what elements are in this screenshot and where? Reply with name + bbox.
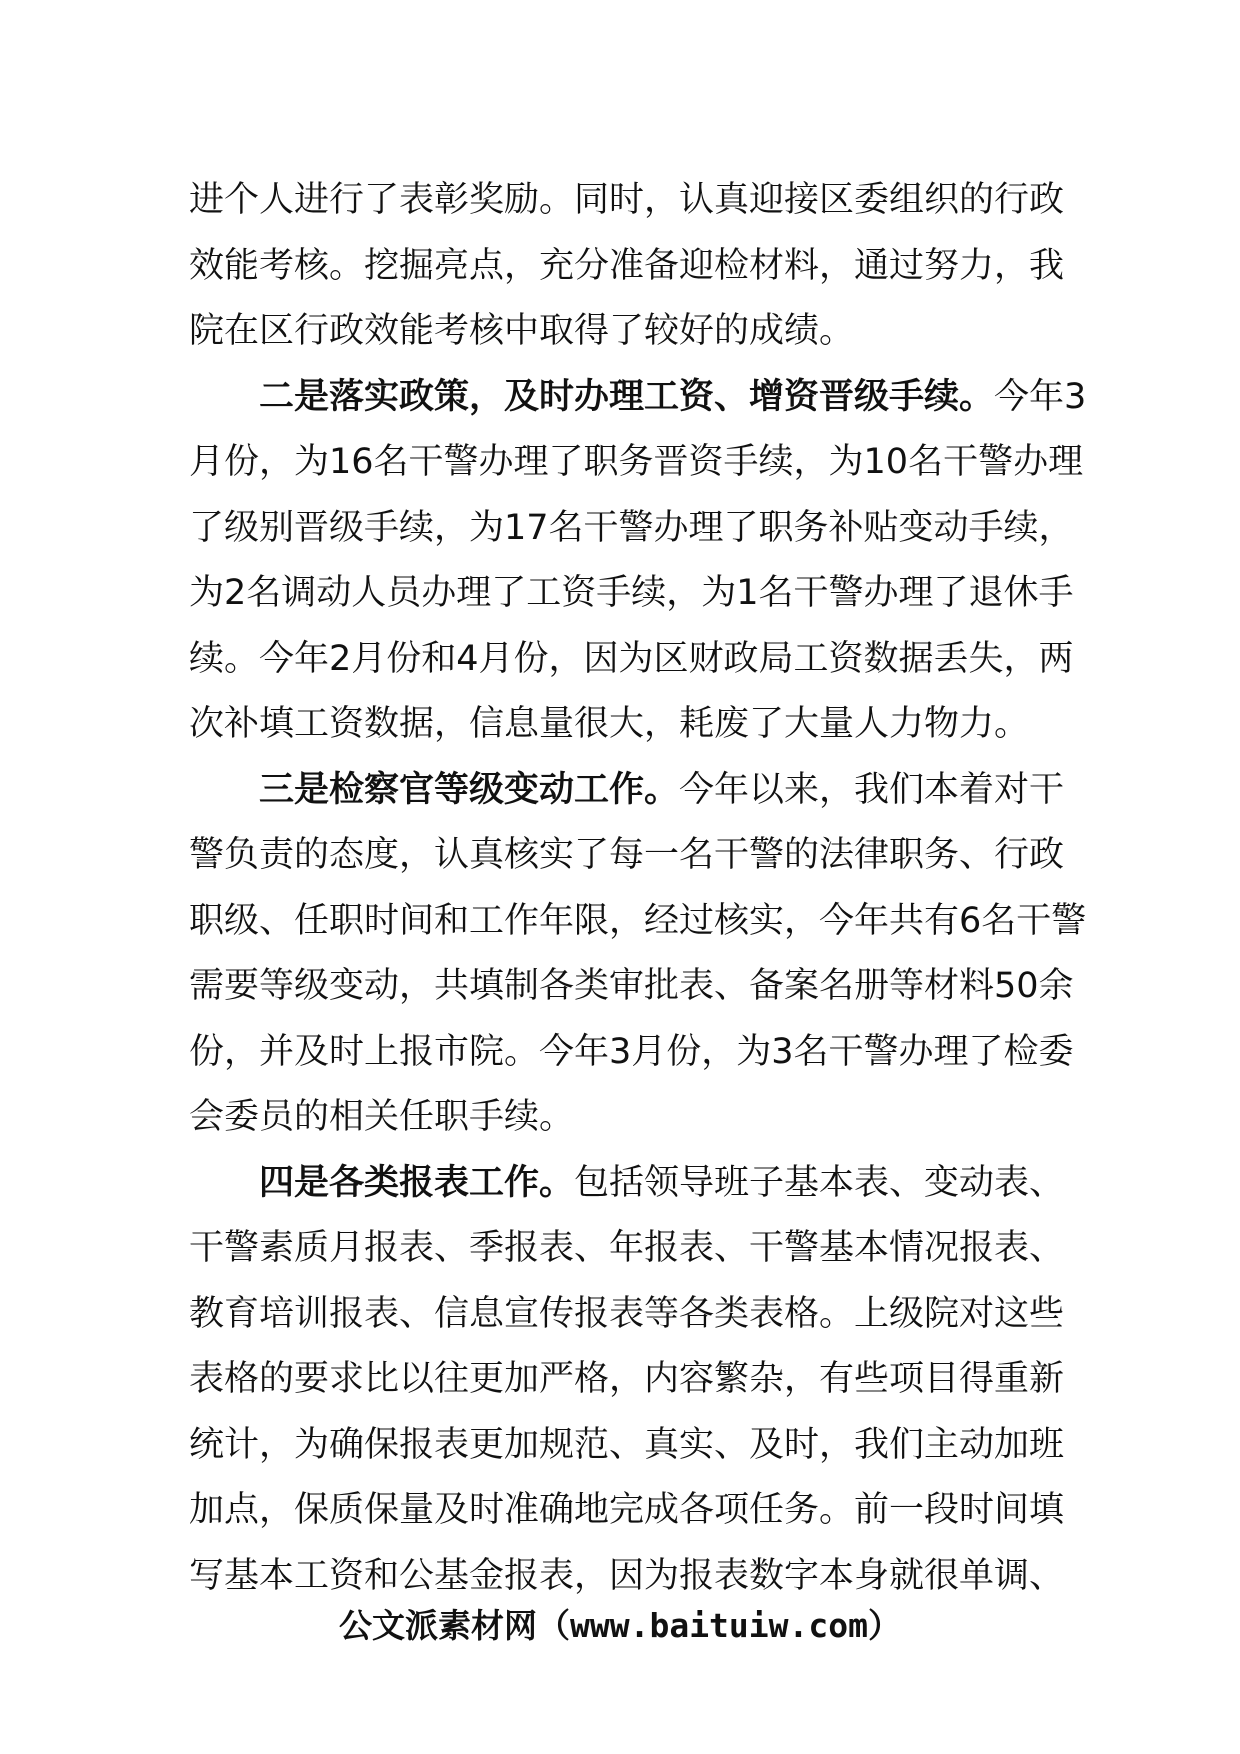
- paragraph-text: 今年3: [994, 376, 1087, 417]
- text-line: 院在区行政效能考核中取得了较好的成绩。: [189, 311, 855, 351]
- footer-site-name: 公文派素材网: [338, 1606, 537, 1645]
- footer-url: （www.baituiw.com）: [536, 1606, 901, 1645]
- text-line: 份，并及时上报市院。今年3月份，为3名干警办理了检委: [189, 1031, 1074, 1072]
- text-line: 干警素质月报表、季报表、年报表、干警基本情况报表、: [189, 1228, 1065, 1268]
- paragraph-text: 包括领导班子基本表、变动表、: [574, 1162, 1065, 1203]
- text-line: 需要等级变动，共填制各类审批表、备案名册等材料50余: [189, 966, 1074, 1006]
- paragraph-first-line: [189, 758, 1065, 824]
- text-line: 次补填工资数据，信息量很大，耗废了大量人力物力。: [189, 704, 1030, 744]
- text-line: 教育培训报表、信息宣传报表等各类表格。上级院对这些: [189, 1293, 1065, 1334]
- text-line: 会委员的相关任职手续。: [189, 1097, 575, 1137]
- paragraph-heading: 四是各类报表工作。: [259, 1162, 575, 1203]
- paragraph-first-line: [189, 1151, 1065, 1217]
- text-line: 统计，为确保报表更加规范、真实、及时，我们主动加班: [189, 1424, 1065, 1465]
- text-line: 月份，为16名干警办理了职务晋资手续，为10名干警办理: [189, 442, 1084, 482]
- paragraph-first-line: [189, 365, 1087, 431]
- text-line: 加点，保质保量及时准确地完成各项任务。前一段时间填: [189, 1490, 1065, 1530]
- paragraph-heading: 三是检察官等级变动工作。: [259, 769, 680, 810]
- paragraph-heading: 二是落实政策，及时办理工资、增资晋级手续。: [259, 376, 995, 417]
- text-line: 表格的要求比以往更加严格，内容繁杂，有些项目得重新: [189, 1359, 1065, 1399]
- text-line: 写基本工资和公基金报表，因为报表数字本身就很单调、: [189, 1555, 1065, 1596]
- text-line: 进个人进行了表彰奖励。同时，认真迎接区委组织的行政: [189, 180, 1065, 220]
- paragraph-text: 今年以来，我们本着对干: [679, 769, 1065, 810]
- document-body: [189, 168, 1087, 1609]
- text-line: 职级、任职时间和工作年限，经过核实，今年共有6名干警: [189, 900, 1087, 941]
- text-line: 了级别晋级手续，为17名干警办理了职务补贴变动手续，: [189, 507, 1074, 548]
- text-line: 警负责的态度，认真核实了每一名干警的法律职务、行政: [189, 835, 1065, 875]
- page-footer: [0, 1600, 1240, 1647]
- text-line: 为2名调动人员办理了工资手续，为1名干警办理了退休手: [189, 573, 1074, 613]
- text-line: 效能考核。挖掘亮点，充分准备迎检材料，通过努力，我: [189, 245, 1065, 286]
- text-line: 续。今年2月份和4月份，因为区财政局工资数据丢失，两: [189, 638, 1074, 679]
